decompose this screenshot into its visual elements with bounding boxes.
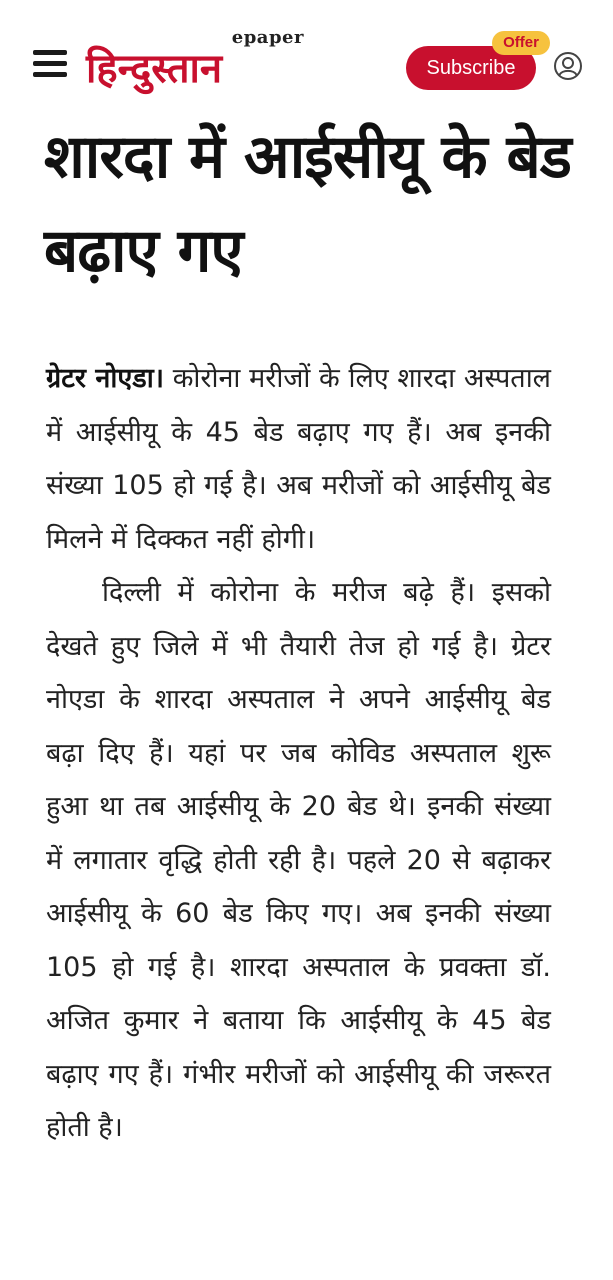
subscribe-button[interactable]: Subscribe [406, 46, 536, 90]
logo-epaper-text: epaper [231, 27, 304, 48]
app-header [0, 0, 613, 110]
article-body [46, 352, 551, 1155]
article-headline: शारदा में आईसीयू के बेड बढ़ाए गए [44, 122, 571, 286]
article-paragraph-1-text: कोरोना मरीजों के लिए शारदा अस्पताल में आईसीयू के 45 बेड बढ़ाए गए हैं। अब इनकी संख्या 105 हो गई है। अब मरीजों को आईसीयू बेड मिलने में दिक्कत नहीं होगी। [46, 363, 551, 555]
logo-hindustan-text: हिन्दुस्तान [86, 45, 223, 92]
article-paragraph-2: दिल्ली में कोरोना के मरीज बढ़े हैं। इसको देखते हुए जिले में भी तैयारी तेज हो गई है। ग्रेटर नोएडा के शारदा अस्पताल ने अपने आईसीयू बेड बढ़ा दिए हैं। यहां पर जब कोविड अस्पताल शुरू हुआ था तब आईसीयू के 20 बेड थे। इनकी संख्या में लगातार वृद्धि होती रही है। पहले 20 से बढ़ाकर आईसीयू के 60 बेड किए गए। अब इनकी संख्या 105 हो गई है। शारदा अस्पताल के प्रवक्ता डॉ. अजित कुमार ने बताया कि आईसीयू के 45 बेड बढ़ाए गए हैं। गंभीर मरीजों को आईसीयू की जरूरत होती है। [46, 577, 551, 1143]
hindustan-epaper-logo[interactable] [86, 25, 306, 95]
article-paragraph-1 [46, 352, 551, 566]
hamburger-menu-icon[interactable] [33, 50, 69, 78]
user-profile-icon[interactable] [553, 51, 583, 81]
offer-badge: Offer [492, 31, 550, 55]
article-dateline: ग्रेटर नोएडा। [46, 363, 164, 394]
